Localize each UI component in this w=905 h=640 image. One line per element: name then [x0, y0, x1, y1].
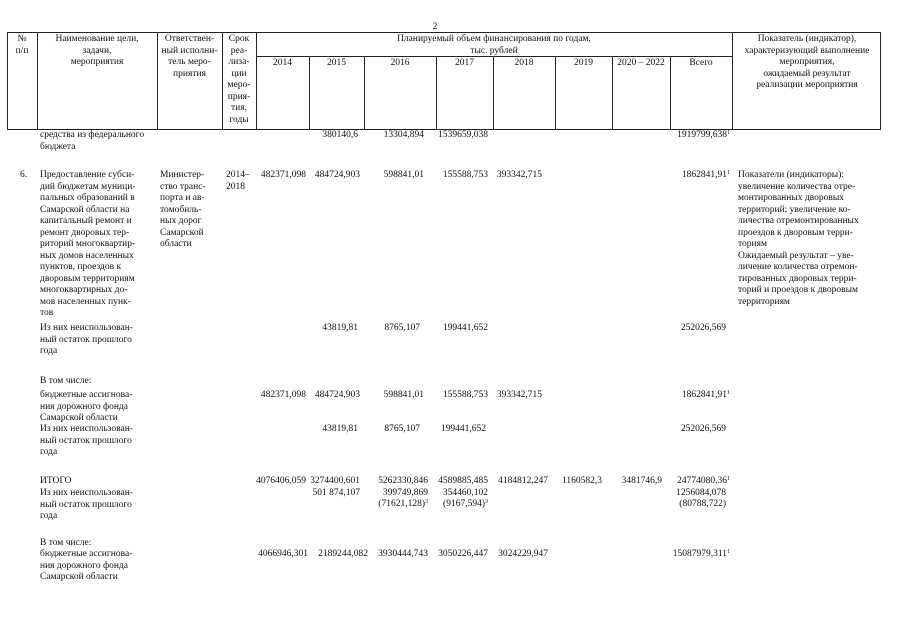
row-name-line: дий бюджетам муници- [40, 181, 136, 192]
row-name-line: бюджета [40, 141, 76, 152]
header-text: Наименование цели, [55, 34, 139, 44]
cell-value: 15087979,311 [672, 549, 727, 559]
row-name-line: года [40, 511, 58, 521]
year-2019: 2019 [574, 58, 593, 68]
cell-value: 1919799,638 [677, 130, 727, 140]
header-col-number [7, 34, 37, 57]
row-name-line: Из них неиспользован- [40, 323, 133, 333]
year-2018: 2018 [514, 58, 534, 68]
row-name-line: дворовым территориям [40, 273, 135, 284]
indicator-line: торий и проездов к дворовым [738, 285, 858, 295]
cell-line [362, 499, 428, 511]
cell-2018: 4184812,247 [498, 476, 548, 486]
resp-line: ных дорог [160, 216, 202, 226]
year-2015: 2015 [327, 58, 346, 68]
cell-2016: 8765,107 [384, 323, 420, 333]
footnote-mark: 1 [727, 476, 730, 482]
row-name-line: ных домов населенных [40, 250, 134, 261]
cell-2017: 155588,753 [442, 170, 488, 180]
row-name [40, 130, 144, 153]
indicator-line: территорий; увеличение ко- [738, 204, 851, 215]
cell-2014: 482371,098 [260, 170, 306, 180]
cell-2019: 1160582,3 [561, 476, 602, 486]
header-col-term [222, 34, 256, 126]
row-name [40, 390, 132, 425]
header-text: мероприятия [70, 57, 124, 67]
cell-total [658, 549, 730, 561]
cell-line: 1256084,078 [676, 487, 726, 498]
cell-2017 [424, 476, 488, 511]
row-name-line: года [40, 447, 58, 457]
row-name-line: пунктов, проездов к [40, 262, 122, 272]
row-name-line: ремонт дворовых тер- [40, 227, 130, 238]
cell-value: 1862841,91 [681, 390, 727, 400]
cell-value: 24774080,36 [677, 476, 727, 486]
indicator-line: монтированных дворовых [738, 193, 844, 203]
cell-2017: 199441,652 [440, 424, 486, 434]
row-name-line: Самарской области на [40, 204, 130, 215]
row-name-line: ный остаток прошлого [40, 435, 132, 446]
cell-2018: 393342,715 [496, 390, 542, 400]
row-name-line: тов [40, 308, 54, 318]
cell-2015: 43819,81 [322, 424, 358, 434]
cell-total [662, 476, 730, 511]
row-name-line: Самарской области [40, 413, 118, 423]
cell-line: 399749,869 [382, 487, 428, 498]
cell-2016: 598841,01 [383, 390, 424, 400]
header-col-responsible [157, 34, 222, 80]
row-name-line: бюджетные ассигнова- [40, 549, 133, 559]
row-name-line: Самарской области [40, 572, 118, 582]
row-name [40, 488, 133, 523]
footnote-mark: 3 [425, 499, 428, 505]
cell-2015 [300, 476, 360, 499]
footnote-mark: 1 [727, 170, 730, 176]
resp-line: области [160, 239, 192, 249]
year-2017: 2017 [455, 58, 474, 68]
header-text: характеризующий выполнение [744, 45, 870, 56]
indicator-line: Ожидаемый результат – уве- [738, 250, 854, 261]
header-text: № [17, 34, 27, 44]
page-number: 2 [432, 22, 438, 32]
cell-2017: 1539659,038 [438, 130, 488, 140]
row-name [40, 424, 133, 459]
header-text: мероприятия, [779, 57, 835, 67]
footnote-mark: 1 [727, 130, 730, 136]
including-label: В том числе: [40, 538, 92, 548]
indicator-line: тированных дворовых терри- [738, 273, 857, 284]
cell-line: 5262330,846 [378, 476, 428, 486]
header-text: ный исполни- [161, 45, 218, 56]
cell-line: 4589885,485 [438, 476, 488, 486]
cell-2016: 13304,894 [383, 130, 424, 140]
resp-line: Самарской [160, 227, 204, 238]
row-name-line: мов населенных пунк- [40, 296, 131, 307]
resp-line: порта и ав- [160, 193, 205, 203]
cell-2015: 484724,903 [314, 390, 360, 400]
cell-value: (71621,128) [378, 499, 425, 509]
row-name-line: Предоставление субси- [40, 170, 135, 180]
cell-value: (9167,594) [443, 499, 485, 509]
resp-line: Министер- [160, 170, 205, 180]
header-text: годы [229, 114, 249, 125]
cell-line: 3274400,601 [310, 476, 360, 486]
row-term [226, 170, 250, 193]
row-name-line: риторий многоквартир- [40, 239, 136, 249]
header-col-plan [256, 34, 732, 57]
cell-2018: 393342,715 [496, 170, 542, 180]
header-text: тыс. рублей [470, 45, 518, 56]
cell-line: 354460,102 [442, 487, 488, 498]
row-number: 6. [20, 170, 28, 180]
header-text: тия, [231, 103, 247, 113]
header-text: Срок [228, 34, 250, 44]
cell-2016: 598841,01 [383, 170, 424, 180]
header-text: ции [231, 68, 247, 79]
cell-2020-2022: 3481746,9 [621, 476, 662, 486]
cell-total [662, 130, 730, 142]
indicator-line: личение количества отремон- [738, 262, 858, 272]
row-name-line: многоквартирных до- [40, 285, 128, 295]
header-text: реа- [230, 45, 248, 56]
row-name-line: ный остаток прошлого [40, 499, 132, 510]
resp-line: ство транс- [160, 181, 206, 192]
indicator-line: увеличение количества отре- [738, 181, 856, 192]
header-text: прия- [227, 91, 251, 102]
indicator-line: ториям [738, 239, 767, 249]
header-text: тель меро- [168, 57, 211, 67]
header-text: п/п [15, 45, 29, 56]
cell-2015: 43819,81 [322, 323, 358, 333]
row-name-line: ния дорожного фонда [40, 560, 128, 571]
row-name-line: средства из федерального [40, 130, 145, 140]
row-name-line: Из них неиспользован- [40, 488, 133, 498]
cell-2014: 4076406,059 [256, 476, 306, 486]
header-text: задачи, [82, 45, 112, 56]
indicator-line: проездов к дворовым терри- [738, 227, 853, 238]
cell-2015: 484724,903 [314, 170, 360, 180]
cell-2016: 3930444,743 [378, 549, 428, 559]
footnote-mark: 3 [485, 499, 488, 505]
cell-line: (80788,722) [679, 499, 726, 509]
row-responsible [160, 170, 206, 251]
cell-total: 252026,569 [680, 424, 726, 434]
header-text: реализации мероприятия [756, 80, 858, 90]
header-text: ожидаемый результат [763, 68, 851, 79]
cell-2014: 4066946,301 [258, 549, 308, 559]
row-indicator [738, 170, 878, 308]
term-line: 2018 [226, 181, 245, 192]
cell-total [662, 170, 730, 182]
resp-line: томобиль- [160, 204, 202, 215]
footnote-mark: 1 [727, 390, 730, 396]
footnote-mark: 1 [727, 549, 730, 555]
term-line: 2014– [226, 170, 250, 180]
year-2014: 2014 [273, 58, 292, 68]
header-text: Ответствен- [164, 34, 215, 44]
year-2020-2022: 2020 – 2022 [617, 58, 665, 68]
row-name-line: года [40, 346, 58, 356]
header-text: Показатель (индикатор), [757, 34, 857, 44]
header-text: приятия [173, 68, 206, 79]
row-name [40, 549, 132, 584]
indicator-line: Показатели (индикаторы): [738, 170, 844, 180]
indicator-line: территориям [738, 296, 790, 307]
row-name [40, 323, 133, 358]
cell-total [662, 390, 730, 402]
header-text: меро- [227, 80, 251, 90]
cell-total: 252026,569 [680, 323, 726, 333]
cell-2015: 380140,6 [322, 130, 358, 140]
cell-2016: 8765,107 [384, 424, 420, 434]
cell-2017: 3050226,447 [438, 549, 488, 559]
cell-value: 1862841,91 [681, 170, 727, 180]
cell-2018: 3024229,947 [498, 549, 548, 559]
cell-2015: 2189244,082 [318, 549, 368, 559]
indicator-line: личества отремонтированных [738, 216, 859, 226]
header-text: Планируемый объем финансирования по годам, [397, 34, 591, 44]
cell-2017: 199441,652 [442, 323, 488, 333]
header-col-indicator [732, 34, 882, 92]
row-name-line: капитальный ремонт и [40, 216, 132, 226]
cell-2016 [362, 476, 428, 511]
cell-2017: 155588,753 [442, 390, 488, 400]
header-text: лиза- [228, 57, 250, 67]
header-col-name [37, 34, 157, 69]
year-2016: 2016 [390, 58, 410, 68]
cell-line [662, 476, 730, 488]
row-name-line: Из них неиспользован- [40, 424, 133, 434]
row-name [40, 170, 135, 320]
row-name-line: ный остаток прошлого [40, 334, 132, 345]
year-total: Всего [689, 58, 713, 68]
row-name-line: ния дорожного фонда [40, 401, 128, 412]
row-name-line: бюджетные ассигнова- [40, 390, 133, 400]
cell-2014: 482371,098 [260, 390, 306, 400]
cell-line [424, 499, 488, 511]
total-label: ИТОГО [40, 476, 72, 486]
row-name-line: пальных образований в [40, 193, 135, 203]
cell-line: 501 874,107 [312, 487, 360, 498]
including-label: В том числе: [40, 376, 92, 386]
